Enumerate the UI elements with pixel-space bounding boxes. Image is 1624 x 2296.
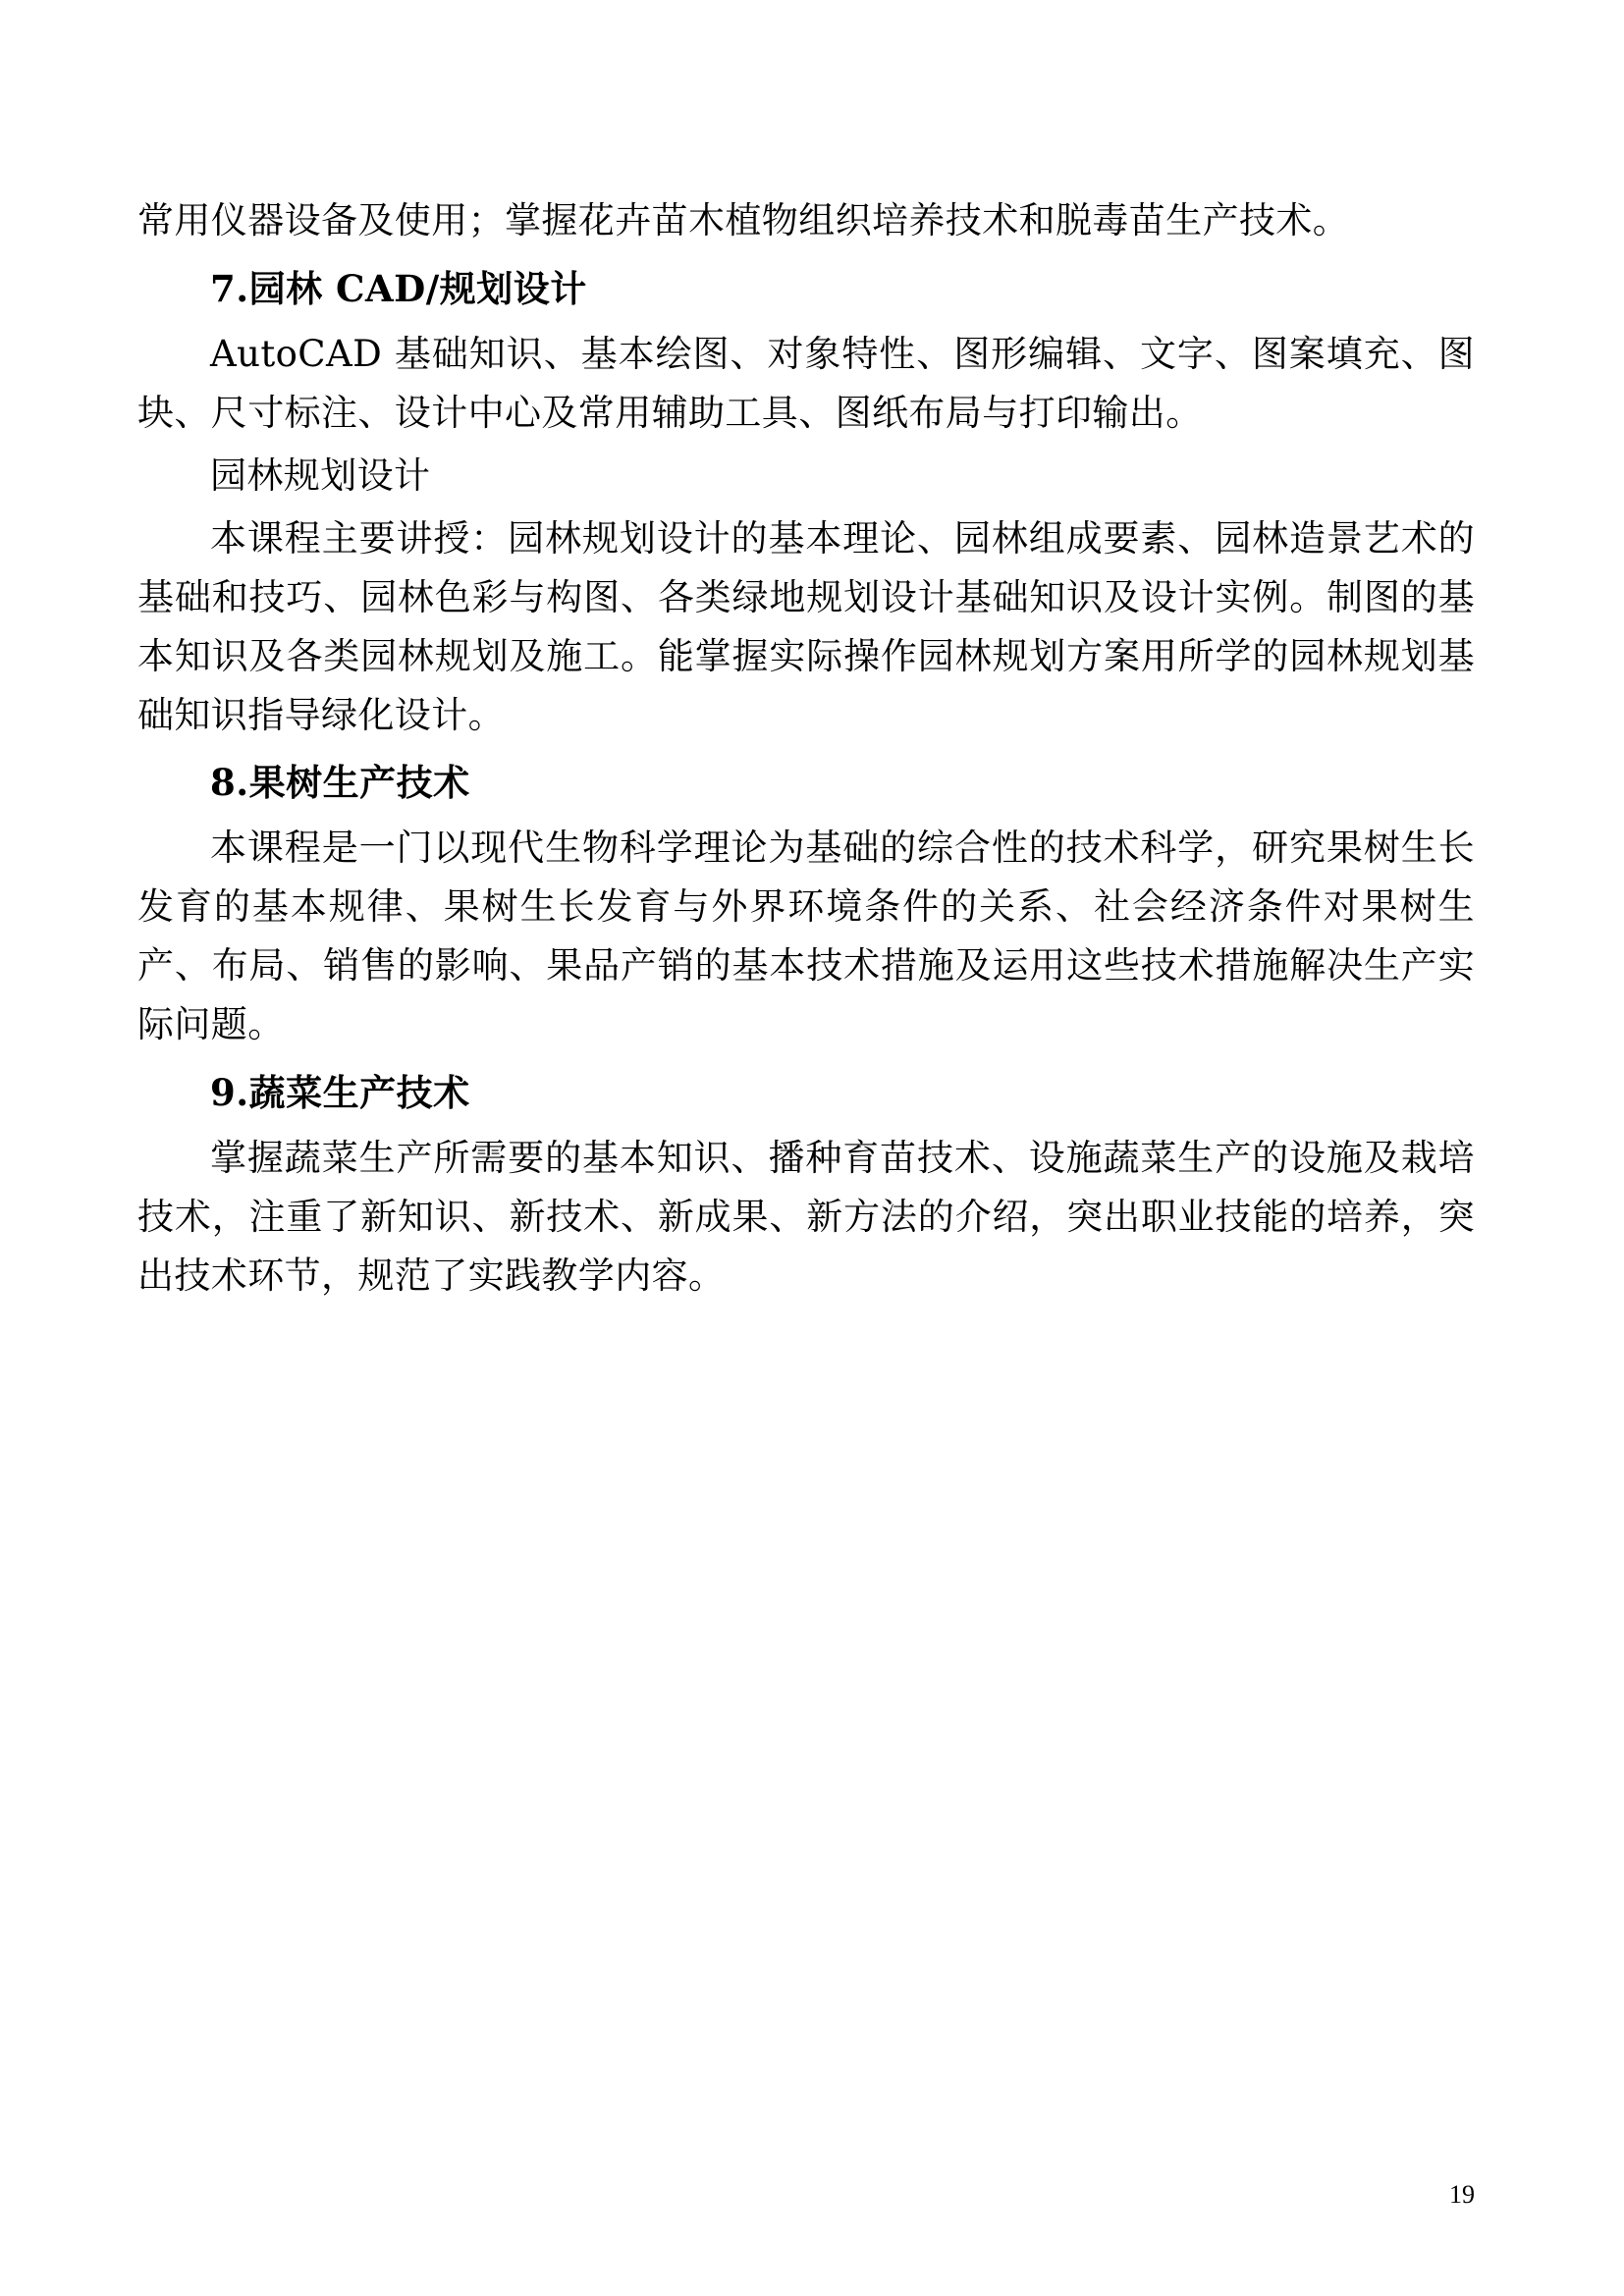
paragraph-autocad-contents: AutoCAD 基础知识、基本绘图、对象特性、图形编辑、文字、图案填充、图块、尺寸标注、设计中心及常用辅助工具、图纸布局与打印输出。 [137,332,1475,434]
heading-9-vegetable-production-technology: 9.蔬菜生产技术 [210,1071,470,1115]
paragraph-subtitle-garden-planning-design: 园林规划设计 [210,454,431,497]
paragraph-fruit-tree-production-description: 本课程是一门以现代生物科学理论为基础的综合性的技术科学，研究果树生长发育的基本规律、果树生长发育与外界环境条件的关系、社会经济条件对果树生产、布局、销售的影响、果品产销的基本技术措施及运用这些技术措施解决生产实际问题。 [137,827,1475,1046]
heading-8-fruit-tree-production-technology: 8.果树生产技术 [210,761,470,805]
page-content [137,191,1475,1306]
paragraph-continued-lab-equipment: 常用仪器设备及使用；掌握花卉苗木植物组织培养技术和脱毒苗生产技术。 [137,199,1350,241]
paragraph-vegetable-production-description: 掌握蔬菜生产所需要的基本知识、播种育苗技术、设施蔬菜生产的设施及栽培技术，注重了新知识、新技术、新成果、新方法的介绍，突出职业技能的培养，突出技术环节，规范了实践教学内容。 [137,1137,1475,1297]
heading-7-garden-cad-planning-design: 7.园林 CAD/规划设计 [210,266,587,310]
paragraph-garden-planning-design-description: 本课程主要讲授：园林规划设计的基本理论、园林组成要素、园林造景艺术的基础和技巧、园林色彩与构图、各类绿地规划设计基础知识及设计实例。制图的基本知识及各类园林规划及施工。能掌握实际操作园林规划方案用所学的园林规划基础知识指导绿化设计。 [137,516,1475,736]
page-number: 19 [1449,2180,1475,2209]
